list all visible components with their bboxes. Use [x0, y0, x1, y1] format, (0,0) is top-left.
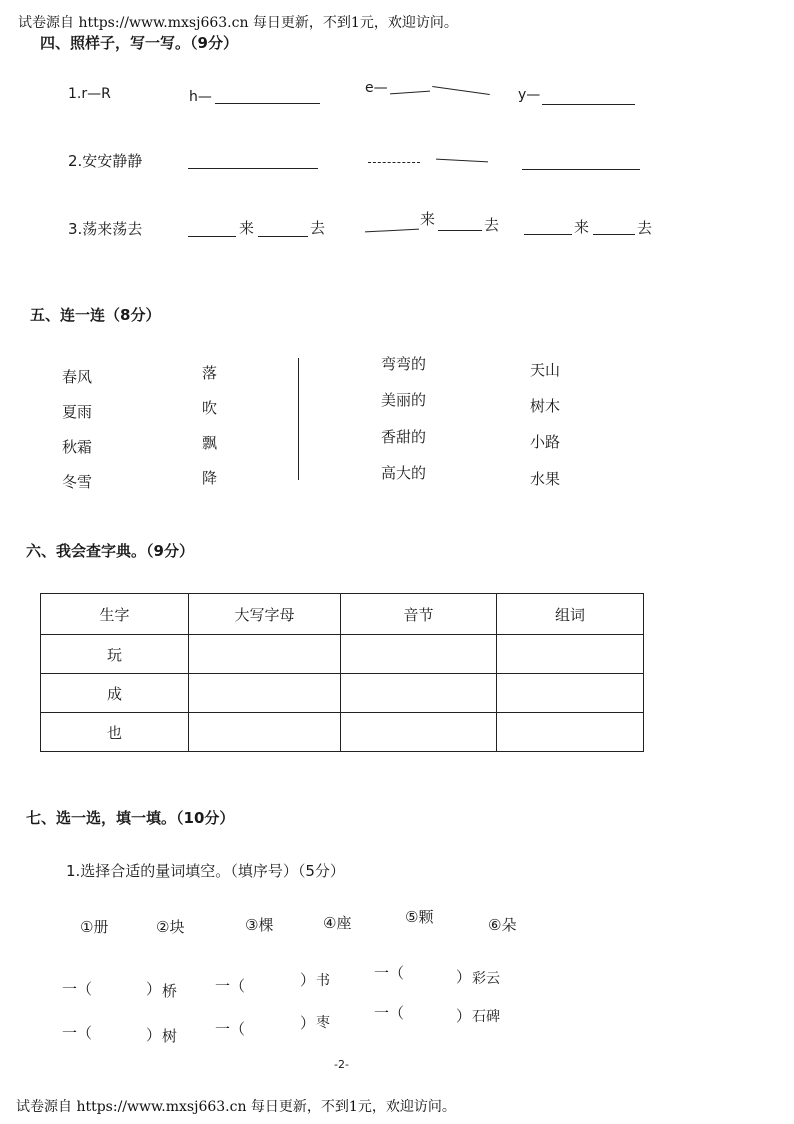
s7-fill-1-close: ） — [146, 980, 162, 998]
s5-right-b-1: 天山 — [530, 361, 561, 379]
s4-row3-lai-1: 来 — [239, 219, 255, 237]
s7-fill-1-open: 一（ — [62, 980, 93, 998]
section6-title: 六、我会查字典。（9分） — [26, 542, 194, 560]
header-watermark: 试卷源自 https://www.mxsj663.cn 每日更新，不到1元，欢迎访问。 — [18, 15, 458, 31]
table-cell-char: 玩 — [41, 635, 189, 674]
s5-left-a-3: 秋霜 — [62, 438, 93, 456]
s4-row3-label: 3.荡来荡去 — [68, 220, 143, 238]
s4-row3-blank-2b — [438, 230, 482, 231]
s5-left-a-4: 冬雪 — [62, 473, 93, 491]
s5-left-a-1: 春风 — [62, 368, 93, 386]
s4-row3-blank-3a — [524, 234, 572, 235]
s4-row3-lai-3: 来 — [574, 218, 590, 236]
table-cell-blank[interactable] — [341, 635, 497, 674]
s4-row1-blank-3 — [542, 104, 635, 105]
s7-fill-6-noun: 石碑 — [472, 1009, 500, 1025]
table-cell-blank[interactable] — [497, 635, 644, 674]
footer-watermark: 试卷源自 https://www.mxsj663.cn 每日更新，不到1元，欢迎访问。 — [16, 1099, 456, 1115]
s7-fill-1-noun: 桥 — [162, 982, 178, 1000]
s5-left-b-2: 吹 — [202, 399, 218, 417]
s5-right-a-3: 香甜的 — [381, 428, 427, 446]
table-row — [41, 713, 644, 752]
s4-row1-item-e: e— — [365, 80, 388, 96]
s4-row2-blank-1 — [188, 168, 318, 169]
table-row — [41, 674, 644, 713]
s4-row3-blank-2a — [365, 229, 419, 233]
s4-row3-qu-2: 去 — [484, 216, 500, 234]
s5-right-b-2: 树木 — [530, 397, 561, 415]
s7-option-4: ④座 — [323, 914, 352, 932]
table-header-cell: 音节 — [341, 594, 497, 635]
s5-left-b-4: 降 — [202, 469, 218, 487]
table-row — [41, 635, 644, 674]
table-cell-blank[interactable] — [341, 713, 497, 752]
s4-row2-blank-2b — [436, 159, 488, 163]
s5-right-a-4: 高大的 — [381, 464, 427, 482]
s7-fill-2-noun: 书 — [316, 973, 330, 989]
table-cell-blank[interactable] — [189, 635, 341, 674]
s7-fill-4-noun: 树 — [162, 1027, 178, 1045]
s4-row1-label: 1.r—R — [68, 86, 111, 102]
s7-fill-6-open: 一（ — [374, 1004, 405, 1022]
section7-title: 七、选一选，填一填。（10分） — [26, 809, 235, 827]
table-header-cell: 大写字母 — [189, 594, 341, 635]
s7-fill-3-open: 一（ — [374, 964, 405, 982]
table-header-cell: 组词 — [497, 594, 644, 635]
s4-row1-item-y: y— — [518, 87, 541, 103]
s7-fill-5-noun: 枣 — [316, 1015, 330, 1031]
section5-title: 五、连一连（8分） — [30, 306, 161, 324]
s4-row1-blank-2a — [390, 91, 430, 95]
table-cell-blank[interactable] — [189, 713, 341, 752]
page-number: -2- — [334, 1058, 349, 1071]
s7-fill-6-close: ） — [456, 1007, 472, 1025]
s7-option-3: ③棵 — [245, 916, 274, 934]
s7-option-5: ⑤颗 — [405, 908, 434, 926]
s5-left-a-2: 夏雨 — [62, 403, 93, 421]
table-cell-char: 成 — [41, 674, 189, 713]
s4-row2-blank-3 — [522, 169, 640, 170]
s4-row2-blank-2a — [368, 162, 420, 163]
s7-fill-3-noun: 彩云 — [472, 971, 500, 987]
s7-option-1: ①册 — [80, 918, 109, 936]
s4-row1-blank-1 — [215, 103, 320, 104]
dictionary-table — [40, 593, 644, 752]
table-header-cell: 生字 — [41, 594, 189, 635]
s4-row3-qu-3: 去 — [637, 219, 653, 237]
s5-left-b-3: 飘 — [202, 434, 218, 452]
s7-fill-5-open: 一（ — [215, 1020, 246, 1038]
s5-right-b-3: 小路 — [530, 433, 561, 451]
s4-row3-lai-2: 来 — [420, 210, 436, 228]
s7-fill-5-close: ） — [300, 1014, 316, 1032]
s7-q1-prompt: 1.选择合适的量词填空。（填序号）（5分） — [66, 862, 345, 880]
s5-right-a-1: 弯弯的 — [381, 355, 427, 373]
s7-fill-2-open: 一（ — [215, 977, 246, 995]
s4-row3-blank-3b — [593, 234, 635, 235]
table-header-row — [41, 594, 644, 635]
table-cell-blank[interactable] — [189, 674, 341, 713]
s5-right-b-4: 水果 — [530, 470, 561, 488]
s4-row1-blank-2b — [432, 86, 490, 95]
s5-divider — [298, 358, 299, 480]
s4-row2-label: 2.安安静静 — [68, 152, 143, 170]
s4-row3-blank-1a — [188, 236, 236, 237]
s5-left-b-1: 落 — [202, 364, 218, 382]
s7-fill-4-close: ） — [146, 1026, 162, 1044]
s4-row3-qu-1: 去 — [310, 219, 326, 237]
s4-row1-item-h: h— — [189, 89, 212, 105]
s7-option-2: ②块 — [156, 918, 185, 936]
table-cell-blank[interactable] — [497, 674, 644, 713]
s4-row3-blank-1b — [258, 236, 308, 237]
s7-fill-3-close: ） — [456, 968, 472, 986]
section4-title: 四、照样子，写一写。（9分） — [40, 34, 238, 52]
table-cell-blank[interactable] — [497, 713, 644, 752]
table-cell-blank[interactable] — [341, 674, 497, 713]
s5-right-a-2: 美丽的 — [381, 391, 427, 409]
s7-option-6: ⑥朵 — [488, 916, 517, 934]
s7-fill-4-open: 一（ — [62, 1024, 93, 1042]
s7-fill-2-close: ） — [300, 971, 316, 989]
table-cell-char: 也 — [41, 713, 189, 752]
